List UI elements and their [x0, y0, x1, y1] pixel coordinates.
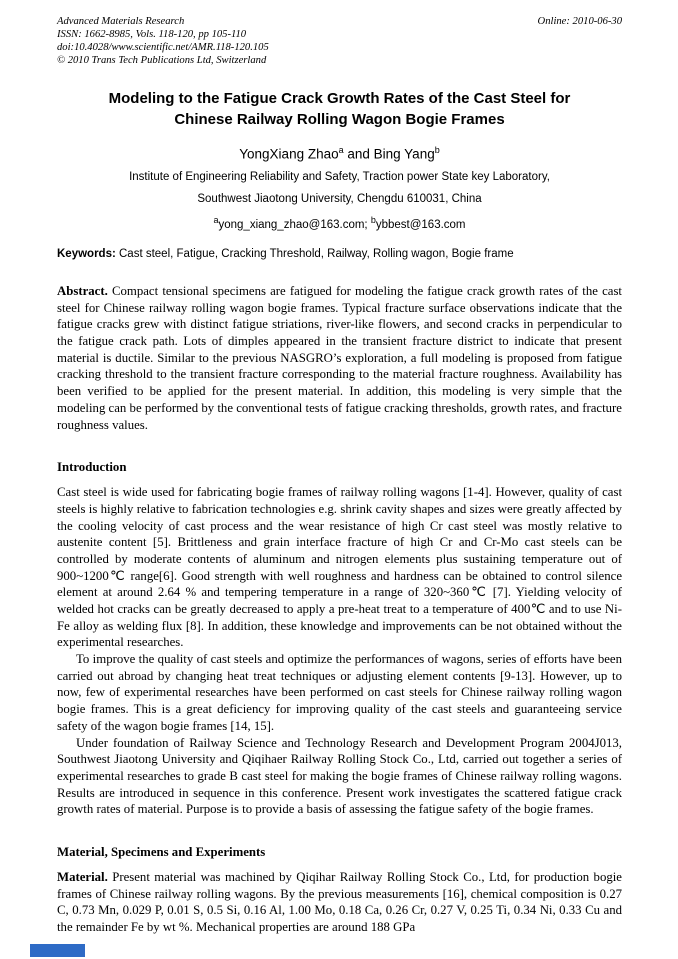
authors-line — [57, 145, 622, 162]
online-date: Online: 2010-06-30 — [537, 16, 622, 27]
author-connector: and — [343, 146, 374, 162]
intro-paragraph-1: Cast steel is wide used for fabricating bogie frames of railway rolling wagons [1-4]. However, quality of cast steels is highly relative to fabrication technologies e.g. shrink cavity shapes and sizes were greatly affected by the cooling velocity of cast process and the wear resistance of high Cr cast steel was mostly relative to austenite content [5]. Brittleness and grain interface fracture of high Cr and Cr-Mo cast steels can be controlled by moderate contents of aluminum and nitrogen elements plus sustaining temperature out of 900~1200℃ range[6]. Good strength with well roughness and hardness can be obtained to control silence element at around 2.64 % and tempering temperature in a range of 320~360℃ [7]. Yielding velocity of welded hot cracks can be greatly decreased to apply a pre-heat treat to a temperature of 400℃ and to use Ni-Fe alloy as welding flux [8]. In addition, these knowledge and improvements can be not obtained without the experimental researches. — [57, 485, 622, 650]
abstract-label: Abstract. — [57, 284, 112, 299]
material-text: Present material was machined by Qiqihar Railway Rolling Stock Co., Ltd, for production bogie frames of Chinese railway rolling wagons. By the previous measurements [16], chemical composition is 0.27 C, 0.73 Mn, 0.029 P, 0.01 S, 0.5 Si, 0.16 Al, 1.00 Mo, 0.18 Ca, 0.26 Cr, 0.27 V, 0.25 Ti, 0.34 Ni, 0.33 Cu and the remainder Fe by wt %. Mechanical properties are around 188 GPa — [57, 869, 622, 935]
page-header — [57, 16, 622, 68]
author-2: Bing Yang — [373, 146, 435, 162]
keywords-label: Keywords: — [57, 248, 119, 261]
keywords-line — [57, 248, 622, 260]
intro-paragraph-2: To improve the quality of cast steels and optimize the performances of wagons, series of efforts have been carried out abroad by changing heat treat techniques or adjusting element contents [9-13]. However, up to now, few of experimental researches have been performed on cast steels for Chinese railway rolling wagon bogie frames. This is a great deficiency for improving quality of the cast steels and guaranteeing service safety of the wagon bogie frames [14, 15]. — [57, 652, 622, 733]
author-1-superscript: a — [338, 144, 344, 155]
affiliation-line-1: Institute of Engineering Reliability and Safety, Traction power State key Laboratory, — [129, 171, 550, 184]
section-heading-introduction: Introduction — [57, 460, 127, 475]
abstract-paragraph — [57, 283, 622, 433]
material-label: Material. — [57, 869, 113, 884]
abstract-text: Compact tensional specimens are fatigued for modeling the fatigue crack growth rates of the cast steel for Chinese railway rolling wagon bogie frames. Typical fracture surface observations indicate that the fatigue cracks grew with distinct fatigue striations, river-like flowers, and second cracks in perpendicular to the fatigue crack path. Lots of dimples appeared in the transient fracture district to indicate that present material is ductile. Similar to the previous NASGRO’s exploration, a full modeling is proposed from fatigue cracking threshold to the transient fracture corresponding to the material fracture roughness. Availability has been verified to be applied for the present material. In addition, this modeling is very simple that the modeling can be performed by the conventional tests of fatigue cracking thresholds, growth rates, and fracture roughness values. — [57, 284, 622, 432]
journal-name: Advanced Materials Research — [57, 16, 185, 27]
material-paragraph — [57, 869, 622, 936]
author-1: YongXiang Zhao — [239, 146, 339, 162]
copyright-line: © 2010 Trans Tech Publications Ltd, Switzerland — [57, 54, 267, 66]
email-2: ybbest@163.com — [375, 219, 466, 232]
intro-paragraph-3: Under foundation of Railway Science and Technology Research and Development Program 2004J013, Southwest Jiaotong University and Qiqihaer Railway Rolling Stock Co., Ltd, carried out together a series of experimental researches to grade B cast steel for making the bogie frames of Chinese railway rolling wagons. Results are introduced in sequence in this conference. Present work investigates the scattered fatigue crack growth rates of material. Purpose is to provide a basis of assessing the fatigue safety of the bogie frames. — [57, 735, 622, 817]
emails-line — [57, 215, 622, 231]
email-1: yong_xiang_zhao@163.com; — [218, 219, 371, 232]
email-1-superscript: a — [213, 215, 219, 226]
footer-accent-bar — [30, 944, 85, 957]
doi-line: doi:10.4028/www.scientific.net/AMR.118-120.105 — [57, 41, 269, 53]
email-2-superscript: b — [370, 215, 376, 226]
section-heading-material: Material, Specimens and Experiments — [57, 844, 266, 859]
issn-line: ISSN: 1662-8985, Vols. 118-120, pp 105-110 — [57, 28, 247, 40]
keywords-text: Cast steel, Fatigue, Cracking Threshold, Railway, Rolling wagon, Bogie frame — [119, 248, 514, 261]
publication-info — [57, 16, 269, 68]
affiliation-line-2: Southwest Jiaotong University, Chengdu 610031, China — [197, 193, 482, 206]
author-2-superscript: b — [434, 144, 440, 155]
paper-title: Modeling to the Fatigue Crack Growth Rates of the Cast Steel for Chinese Railway Rolling Wagon Bogie Frames — [108, 89, 571, 128]
